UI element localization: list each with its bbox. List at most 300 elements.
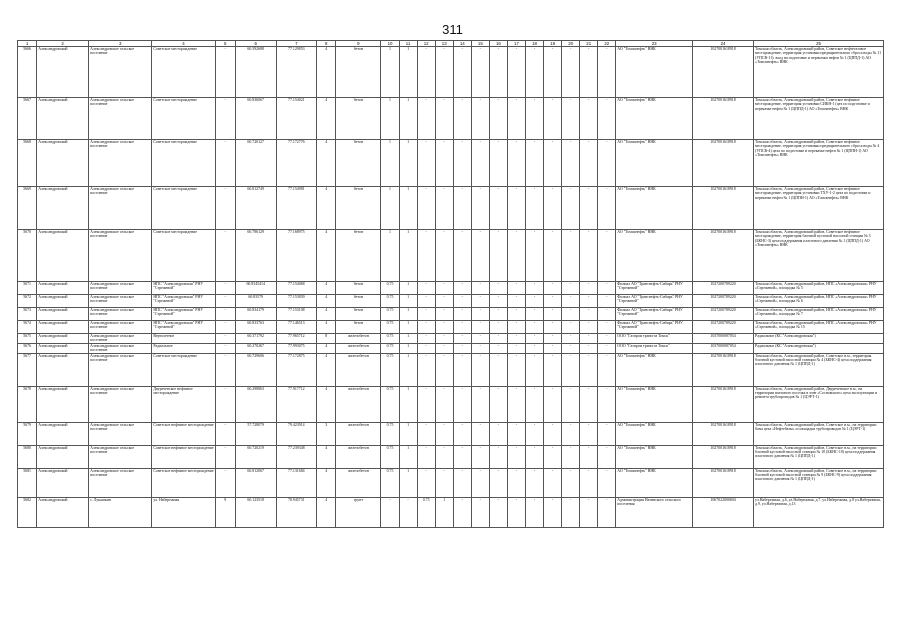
column-number: 20 — [562, 41, 580, 47]
table-cell: - — [562, 140, 580, 187]
table-cell: 1 — [399, 334, 417, 344]
table-cell: Александровский — [37, 386, 89, 422]
table-cell: - — [417, 187, 435, 230]
table-cell: - — [489, 353, 507, 386]
table-cell: Александровское сельское поселение — [89, 343, 152, 353]
table-cell: - — [215, 295, 235, 308]
table-cell: АО "Томскнефть" ВНК — [616, 140, 693, 187]
table-cell: - — [580, 445, 598, 468]
table-cell: - — [417, 321, 435, 334]
table-cell: - — [562, 308, 580, 321]
table-cell: - — [471, 343, 489, 353]
table-cell: 77.172776 — [276, 140, 317, 187]
table-cell: Томская область, Александровский район, НПС «Александровская» РНУ «Стрежевой», площадка № 7 — [754, 308, 884, 321]
table-cell: АО "Томскнефть" ВНК — [616, 422, 693, 445]
table-row — [18, 295, 884, 308]
table-cell: - — [525, 282, 543, 295]
table-cell: - — [507, 445, 525, 468]
table-cell: 78.945731 — [276, 497, 317, 527]
table-cell: - — [471, 353, 489, 386]
table-cell: Советское месторождение — [152, 98, 215, 140]
table-cell: - — [544, 295, 562, 308]
table-cell: 1 — [381, 140, 399, 187]
table-cell: - — [453, 98, 471, 140]
table-cell: - — [453, 187, 471, 230]
table-cell: Советское нефтяное месторождение — [152, 468, 215, 497]
table-cell: 1027200789220 — [693, 308, 754, 321]
table-cell: АО "Томскнефть" ВНК — [616, 386, 693, 422]
table-cell: 1 — [435, 497, 453, 527]
table-cell: 1067022000694 — [693, 497, 754, 527]
table-cell: - — [507, 295, 525, 308]
table-cell: - — [453, 353, 471, 386]
column-number: 3 — [89, 41, 152, 47]
table-cell: бетон — [336, 47, 381, 98]
table-cell: 1 — [381, 187, 399, 230]
table-cell: 4 — [317, 295, 336, 308]
table-row — [18, 47, 884, 98]
table-cell: - — [489, 230, 507, 282]
column-number: 13 — [435, 41, 453, 47]
table-cell: - — [471, 187, 489, 230]
table-cell: 1037000087054 — [693, 343, 754, 353]
table-cell: 5674 — [18, 321, 37, 334]
table-cell: - — [598, 497, 616, 527]
table-cell: Александровское сельское поселение — [89, 445, 152, 468]
table-row — [18, 343, 884, 353]
table-cell: - — [544, 445, 562, 468]
table-cell: 5681 — [18, 468, 37, 497]
table-cell: - — [598, 282, 616, 295]
table-cell: 5682 — [18, 497, 37, 527]
table-cell: Томская область, Александровский район, Советское н.м., территория блочной кустовой насосной станции № 4 (БКНС-4) цеха поддержания пластового давления № 1 (ЦППД-1) — [754, 353, 884, 386]
table-cell: 60.371792 — [235, 334, 276, 344]
table-cell: - — [435, 98, 453, 140]
table-cell: 1027200789220 — [693, 282, 754, 295]
table-cell: - — [562, 422, 580, 445]
table-cell: - — [453, 140, 471, 187]
table-cell: - — [453, 497, 471, 527]
table-cell: Александровский — [37, 282, 89, 295]
table-cell: Александровский — [37, 47, 89, 98]
table-cell: Александровский — [37, 321, 89, 334]
table-cell: - — [580, 386, 598, 422]
table-cell: Александровское сельское поселение — [89, 47, 152, 98]
table-cell: 4 — [317, 230, 336, 282]
table-cell: - — [435, 334, 453, 344]
table-cell: - — [507, 282, 525, 295]
table-row — [18, 308, 884, 321]
table-cell: железобетон — [336, 353, 381, 386]
table-cell: - — [580, 422, 598, 445]
table-cell: - — [417, 98, 435, 140]
table-cell: 5677 — [18, 353, 37, 386]
table-cell: - — [580, 282, 598, 295]
column-number: 8 — [317, 41, 336, 47]
table-cell: - — [507, 98, 525, 140]
table-cell: Томская область, Александровский район, Советское н.м., на территории блочной кустовой насосной станции № 10 (БКНС-10) цеха поддержания пластового давления № 1 (ЦППД-1) — [754, 445, 884, 468]
column-number: 23 — [616, 41, 693, 47]
table-cell: 4 — [317, 445, 336, 468]
table-cell: 4 — [317, 308, 336, 321]
table-cell: 5673 — [18, 308, 37, 321]
table-cell: Александровский — [37, 187, 89, 230]
table-cell: Томская область, Александровский район, Советское нефтяное месторождение, территория установки СИКН-1 (цех по подготовке и перекачке нефти № 1 (ЦППД-1) АО «Томскнефть» ВНК — [754, 98, 884, 140]
table-cell: 1 — [399, 47, 417, 98]
table-cell: - — [471, 386, 489, 422]
table-cell: - — [507, 468, 525, 497]
table-cell: Александровское сельское поселение — [89, 98, 152, 140]
table-cell: АО "Томскнефть" ВНК — [616, 47, 693, 98]
table-cell: - — [507, 321, 525, 334]
table-cell: 1 — [381, 47, 399, 98]
table-cell: 79.423914 — [276, 422, 317, 445]
table-cell: - — [417, 282, 435, 295]
table-cell: 60.786129 — [235, 230, 276, 282]
table-cell: - — [471, 334, 489, 344]
table-cell: 5679 — [18, 422, 37, 445]
table-cell: 0.75 — [381, 422, 399, 445]
table-cell: - — [580, 187, 598, 230]
table-cell: - — [489, 308, 507, 321]
table-cell: 1 — [381, 98, 399, 140]
table-cell: - — [471, 230, 489, 282]
table-cell: - — [507, 343, 525, 353]
column-number: 1 — [18, 41, 37, 47]
table-cell: Александровское сельское поселение — [89, 308, 152, 321]
table-cell: Александровский — [37, 497, 89, 527]
table-cell: 0.75 — [381, 468, 399, 497]
table-cell: - — [525, 140, 543, 187]
table-cell: Александровское сельское поселение — [89, 295, 152, 308]
table-cell: 4 — [317, 321, 336, 334]
table-cell: Александровский — [37, 230, 89, 282]
table-cell: - — [215, 343, 235, 353]
table-cell: - — [417, 445, 435, 468]
table-cell: 5671 — [18, 282, 37, 295]
table-cell: - — [453, 230, 471, 282]
table-cell: Радиальное (КС "Александровская") — [754, 343, 884, 353]
table-cell: - — [544, 422, 562, 445]
table-cell: 5666 — [18, 47, 37, 98]
table-cell: - — [489, 343, 507, 353]
table-cell: - — [381, 497, 399, 527]
column-number: 4 — [152, 41, 215, 47]
table-cell: - — [215, 282, 235, 295]
table-cell: - — [215, 47, 235, 98]
table-cell: 77.154068 — [276, 282, 317, 295]
table-cell: - — [598, 445, 616, 468]
table-cell: 5672 — [18, 295, 37, 308]
table-cell: - — [489, 47, 507, 98]
table-cell: железобетон — [336, 334, 381, 344]
table-cell: - — [471, 422, 489, 445]
table-cell: 60.720219 — [235, 445, 276, 468]
table-cell: 1 — [399, 386, 417, 422]
table-cell: 5669 — [18, 187, 37, 230]
table-cell: 9 — [215, 497, 235, 527]
table-cell: - — [562, 353, 580, 386]
table-cell: Советское месторождение — [152, 187, 215, 230]
table-cell: 1 — [399, 468, 417, 497]
table-cell: 1027200789220 — [693, 321, 754, 334]
table-cell: 1027001618918 — [693, 98, 754, 140]
table-cell: Александровское сельское поселение — [89, 422, 152, 445]
table-cell: Вертолетное — [152, 334, 215, 344]
table-cell: - — [435, 343, 453, 353]
table-cell: ул. Набережная — [152, 497, 215, 527]
table-cell: 60.833763 — [235, 321, 276, 334]
table-cell: - — [471, 282, 489, 295]
table-cell: 4 — [317, 282, 336, 295]
table-row — [18, 445, 884, 468]
table-cell: Советское нефтяное месторождение — [152, 422, 215, 445]
table-cell: - — [507, 422, 525, 445]
table-cell: бетон — [336, 282, 381, 295]
table-cell: 1027001618918 — [693, 230, 754, 282]
table-cell: - — [598, 353, 616, 386]
table-cell: - — [435, 445, 453, 468]
table-cell: - — [471, 445, 489, 468]
column-number: 2 — [37, 41, 89, 47]
table-cell: - — [544, 230, 562, 282]
table-cell: - — [562, 334, 580, 344]
table-cell: - — [562, 98, 580, 140]
table-cell: - — [525, 497, 543, 527]
column-number: 18 — [525, 41, 543, 47]
table-cell: - — [215, 140, 235, 187]
table-cell: - — [580, 308, 598, 321]
table-cell: - — [399, 497, 417, 527]
table-cell: - — [525, 445, 543, 468]
table-cell: 1 — [399, 282, 417, 295]
table-cell: - — [489, 445, 507, 468]
table-cell: - — [580, 98, 598, 140]
table-cell: Александровский — [37, 422, 89, 445]
page-number: 311 — [442, 22, 463, 37]
table-row — [18, 230, 884, 282]
table-cell: НПС "Александровская" РНУ "Стрежевой" — [152, 282, 215, 295]
table-cell: 1 — [399, 308, 417, 321]
table-cell: - — [435, 468, 453, 497]
table-cell: - — [215, 308, 235, 321]
table-cell: Двуреченское нефтяное месторождение — [152, 386, 215, 422]
column-number: 25 — [754, 41, 884, 47]
table-cell: - — [525, 230, 543, 282]
column-number: 11 — [399, 41, 417, 47]
table-cell: - — [507, 334, 525, 344]
table-cell: - — [598, 308, 616, 321]
table-cell: - — [215, 230, 235, 282]
table-cell: железобетон — [336, 422, 381, 445]
table-cell: - — [435, 140, 453, 187]
table-cell: Советское нефтяное месторождение — [152, 445, 215, 468]
table-cell: - — [562, 468, 580, 497]
table-cell: - — [489, 295, 507, 308]
table-cell: НПС "Александровская" РНУ "Стрежевой" — [152, 321, 215, 334]
table-cell: - — [417, 334, 435, 344]
table-cell: 77.129853 — [276, 47, 317, 98]
table-row — [18, 140, 884, 187]
table-cell: 60.812749 — [235, 187, 276, 230]
table-cell: - — [453, 334, 471, 344]
table-cell: - — [562, 321, 580, 334]
table-cell: АО "Томскнефть" ВНК — [616, 230, 693, 282]
table-cell: 77.153839 — [276, 295, 317, 308]
table-cell: - — [598, 230, 616, 282]
table-cell: Александровское сельское поселение — [89, 187, 152, 230]
table-cell: 77.965712 — [276, 334, 317, 344]
table-cell: Томская область, Александровский район, Двуреченское н.м., на территории вахтового поселка в зоне «Сосновского» цеха эксплуатации и ремонта трубопроводов № 1 (ЦЭРТ-1) — [754, 386, 884, 422]
table-cell: - — [489, 497, 507, 527]
table-cell: - — [435, 47, 453, 98]
table-cell: ул.Набережная, д.6, ул.Набережная, д.7, ул.Набережная, д.8 ул.Набережная, д.9, ул.Набережная, д.13 — [754, 497, 884, 527]
table-cell: - — [215, 187, 235, 230]
table-cell: - — [435, 353, 453, 386]
column-number: 6 — [235, 41, 276, 47]
table-cell: - — [489, 98, 507, 140]
table-cell: - — [417, 343, 435, 353]
table-cell: - — [489, 334, 507, 344]
table-cell: 1 — [399, 321, 417, 334]
table-cell: 0.75 — [381, 308, 399, 321]
table-cell: 4 — [317, 386, 336, 422]
table-cell: - — [544, 353, 562, 386]
table-cell: - — [453, 321, 471, 334]
column-number: 10 — [381, 41, 399, 47]
table-cell: - — [544, 187, 562, 230]
table-cell: - — [580, 497, 598, 527]
table-cell: - — [525, 343, 543, 353]
table-cell: 1 — [381, 230, 399, 282]
table-cell: Радиальное — [152, 343, 215, 353]
table-cell: ООО "Газпром трансгаз Томск" — [616, 334, 693, 344]
table-cell: - — [215, 334, 235, 344]
table-cell: 60.298863 — [235, 386, 276, 422]
table-cell: - — [544, 386, 562, 422]
table-cell: - — [417, 140, 435, 187]
table-cell: с. Лукашкин — [89, 497, 152, 527]
table-cell: - — [215, 98, 235, 140]
table-cell: - — [489, 422, 507, 445]
table-cell: - — [215, 321, 235, 334]
table-cell: Александровское сельское поселение — [89, 334, 152, 344]
table-cell: грунт — [336, 497, 381, 527]
table-cell: - — [544, 321, 562, 334]
table-cell: - — [417, 47, 435, 98]
column-number: 16 — [489, 41, 507, 47]
table-row — [18, 468, 884, 497]
table-cell: 1037000087054 — [693, 334, 754, 344]
table-cell: 1027001618918 — [693, 386, 754, 422]
table-cell: - — [525, 334, 543, 344]
table-cell: - — [525, 468, 543, 497]
table-cell: 0.75 — [381, 353, 399, 386]
table-cell: 60.592688 — [235, 47, 276, 98]
table-cell: - — [580, 334, 598, 344]
table-cell: железобетон — [336, 445, 381, 468]
table-cell: - — [435, 308, 453, 321]
table-cell: - — [525, 98, 543, 140]
table-cell: - — [471, 47, 489, 98]
table-cell: - — [525, 47, 543, 98]
table-cell: - — [453, 343, 471, 353]
table-cell: Александровский — [37, 334, 89, 344]
table-cell: - — [580, 140, 598, 187]
table-cell: 0.75 — [381, 334, 399, 344]
table-cell: - — [453, 282, 471, 295]
table-cell: Александровское сельское поселение — [89, 353, 152, 386]
table-cell: - — [417, 295, 435, 308]
table-cell: 1 — [399, 445, 417, 468]
table-cell: - — [489, 321, 507, 334]
column-number: 17 — [507, 41, 525, 47]
table-cell: 1 — [399, 343, 417, 353]
table-cell: железобетон — [336, 386, 381, 422]
table-cell: - — [507, 353, 525, 386]
table-cell: 77.917712 — [276, 386, 317, 422]
table-cell: - — [417, 353, 435, 386]
table-cell: - — [562, 282, 580, 295]
table-cell: 1027200789220 — [693, 295, 754, 308]
table-cell: 5676 — [18, 343, 37, 353]
table-cell: - — [598, 47, 616, 98]
table-cell: - — [598, 334, 616, 344]
table-cell: - — [471, 321, 489, 334]
table-cell: - — [435, 295, 453, 308]
table-cell: - — [507, 308, 525, 321]
table-cell: Александровский — [37, 343, 89, 353]
table-cell: 4 — [317, 47, 336, 98]
table-cell: 4 — [317, 140, 336, 187]
table-cell: 60.8345414 — [235, 282, 276, 295]
table-cell: бетон — [336, 98, 381, 140]
table-cell: Филиал АО "Транснефть-Сибирь" РНУ "Стрежевой" — [616, 321, 693, 334]
column-number: 14 — [453, 41, 471, 47]
table-cell: 1027001618918 — [693, 445, 754, 468]
column-number: 24 — [693, 41, 754, 47]
column-number: 15 — [471, 41, 489, 47]
table-cell: Советское месторождение — [152, 140, 215, 187]
table-cell: 4 — [317, 468, 336, 497]
table-cell: ООО "Газпром трансгаз Томск" — [616, 343, 693, 353]
table-cell: 5675 — [18, 334, 37, 344]
table-cell: Советское месторождение — [152, 353, 215, 386]
table-cell: - — [598, 98, 616, 140]
table-cell: - — [453, 295, 471, 308]
table-cell: - — [562, 343, 580, 353]
table-cell: - — [598, 187, 616, 230]
table-cell: - — [562, 295, 580, 308]
table-cell: - — [598, 468, 616, 497]
table-cell: 1027001618918 — [693, 422, 754, 445]
table-cell: Томская область, Александровский район, Советское н.м., на территории базы цеха «Нефтебазы» и площадки трубопроводов № 1 (ЦЭРТ-1) — [754, 422, 884, 445]
table-cell: - — [453, 47, 471, 98]
table-cell: бетон — [336, 140, 381, 187]
table-cell: Томская область, Александровский район, Советское н.м., на территории блочной кустовой насосной станции № 9 (БКНС-9) цеха поддержания пластового давления № 1 (ЦППД-1) — [754, 468, 884, 497]
table-cell: - — [507, 386, 525, 422]
column-number: 22 — [598, 41, 616, 47]
table-cell: Томская область, Александровский район, Советское нефтяное месторождение, территория установки ТХУ-1-2 цеха по подготовке и перекачке нефти № 1 (ЦППН-1) АО «Томскнефть» ВНК — [754, 187, 884, 230]
table-cell: НПС "Александровская" РНУ "Стрежевой" — [152, 308, 215, 321]
table-cell: - — [507, 230, 525, 282]
table-cell: - — [471, 140, 489, 187]
table-cell: Александровское сельское поселение — [89, 386, 152, 422]
table-row — [18, 334, 884, 344]
table-cell: 60.270267 — [235, 343, 276, 353]
table-cell: бетон — [336, 295, 381, 308]
table-row — [18, 353, 884, 386]
